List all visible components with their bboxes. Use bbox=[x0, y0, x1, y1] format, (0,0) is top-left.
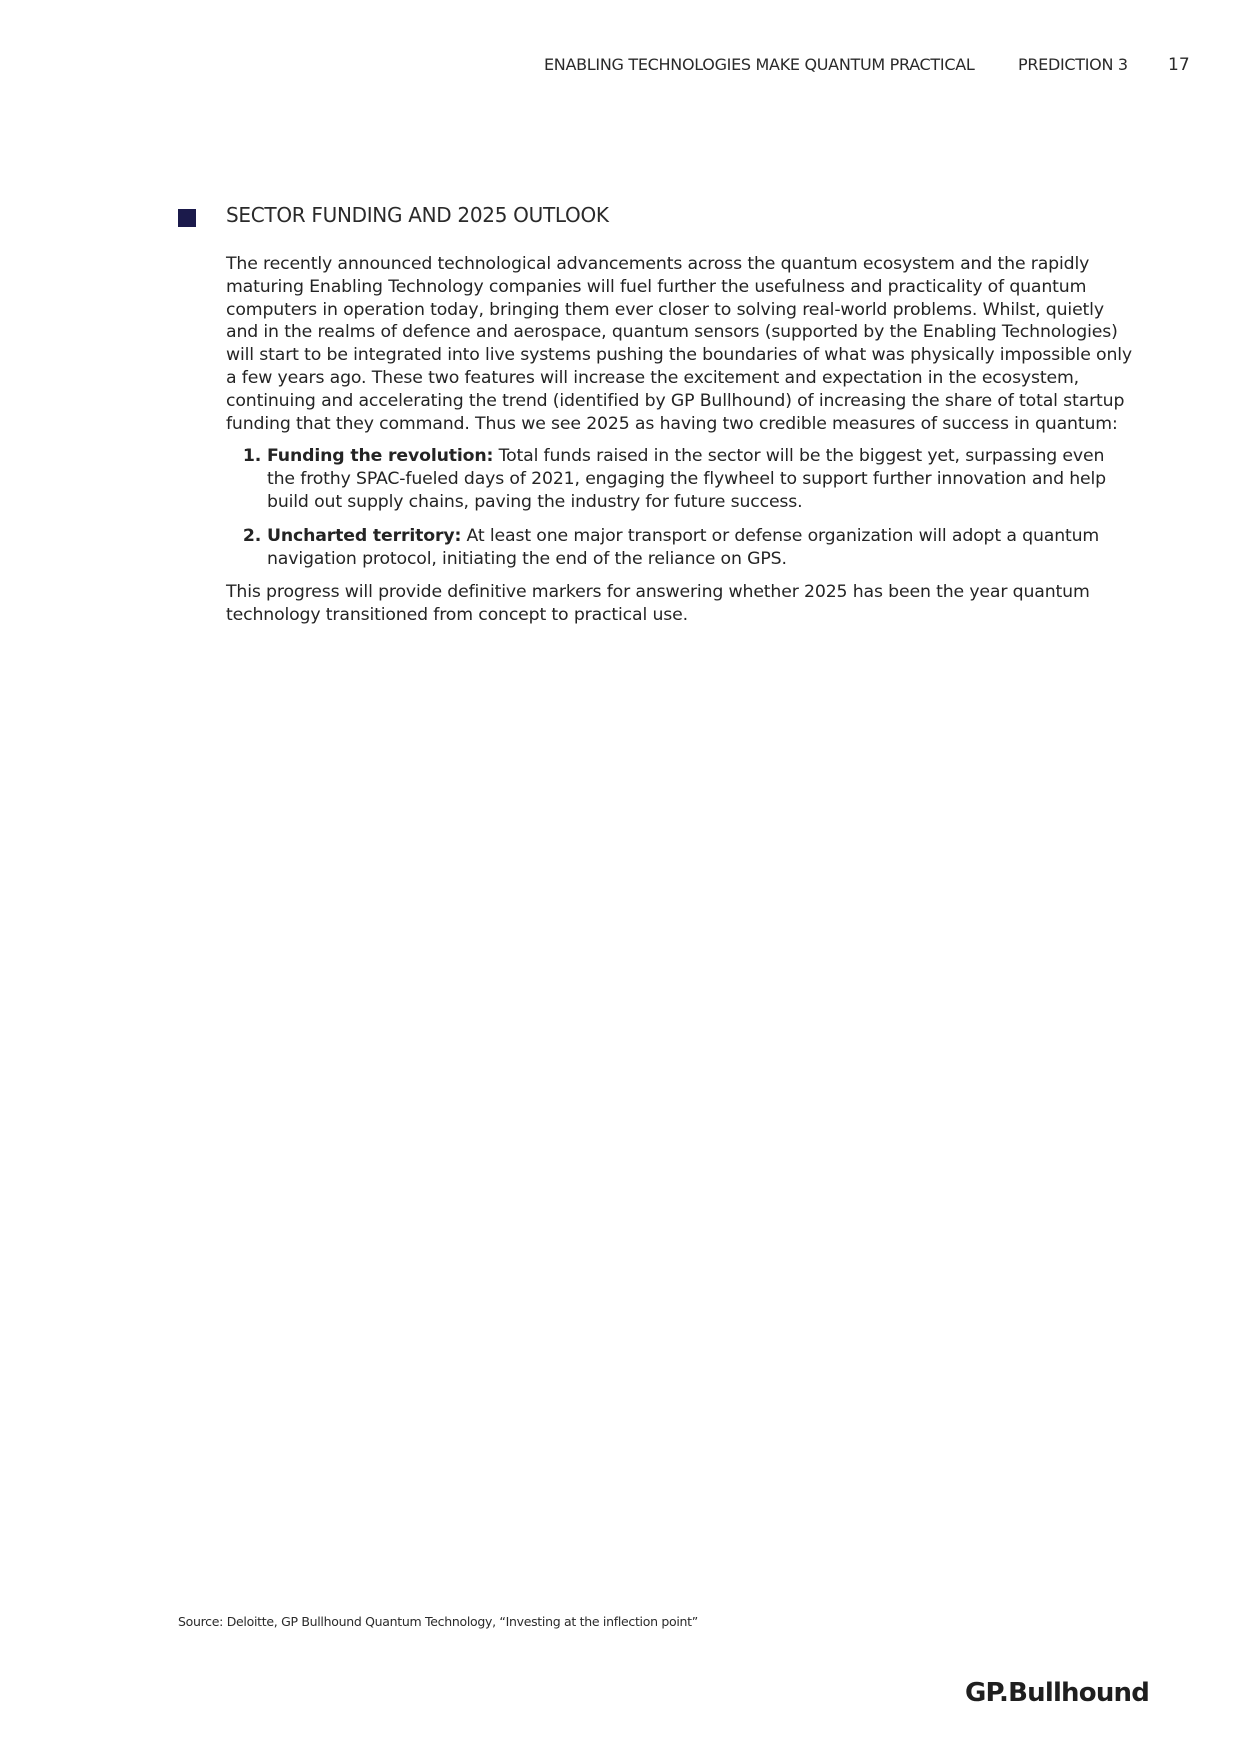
section-bullet-square-icon bbox=[178, 209, 196, 227]
closing-paragraph: This progress will provide definitive markers for answering whether 2025 has been the year quantum technology transitioned from concept to practical use. bbox=[226, 582, 1090, 626]
list-item-title: Funding the revolution: bbox=[267, 446, 494, 467]
list-item-text: Total funds raised in the sector will be the biggest yet, surpassing even the frothy SPAC-fueled days of 2021, engaging the flywheel to support further innovation and help build out supply chains, paving the industry for future success. bbox=[267, 446, 1106, 512]
gp-bullhound-logo: GP.Bullhound bbox=[965, 1678, 1150, 1708]
list-item bbox=[267, 525, 1136, 571]
page-number: 17 bbox=[1168, 55, 1190, 75]
list-item bbox=[267, 445, 1136, 513]
outlook-list bbox=[226, 445, 1136, 570]
list-item-text: At least one major transport or defense organization will adopt a quantum navigation protocol, initiating the end of the reliance on GPS. bbox=[267, 525, 1100, 569]
main-content bbox=[178, 203, 1138, 627]
section-body bbox=[226, 253, 1136, 627]
section-heading-row bbox=[178, 203, 1138, 233]
list-item-title: Uncharted territory: bbox=[267, 525, 462, 546]
section-heading: SECTOR FUNDING AND 2025 OUTLOOK bbox=[226, 203, 609, 227]
intro-paragraph: The recently announced technological advancements across the quantum ecosystem and the rapidly maturing Enabling Technology companies will fuel further the usefulness and practicality of quantum computers in operation today, bringing them ever closer to solving real-world problems. Whilst, quietly and in the realms of defence and aerospace, quantum sensors (supported by the Enabling Technologies) will start to be integrated into live systems pushing the boundaries of what was physically impossible only a few years ago. These two features will increase the excitement and expectation in the ecosystem, continuing and accelerating the trend (identified by GP Bullhound) of increasing the share of total startup funding that they command. Thus we see 2025 as having two credible measures of success in quantum: bbox=[226, 254, 1132, 434]
source-note: Source: Deloitte, GP Bullhound Quantum Technology, “Investing at the inflection point” bbox=[178, 1614, 698, 1629]
header-prediction-label: PREDICTION 3 bbox=[1018, 55, 1128, 74]
page-header bbox=[0, 55, 1241, 79]
header-section-title: ENABLING TECHNOLOGIES MAKE QUANTUM PRACTICAL bbox=[544, 55, 975, 74]
